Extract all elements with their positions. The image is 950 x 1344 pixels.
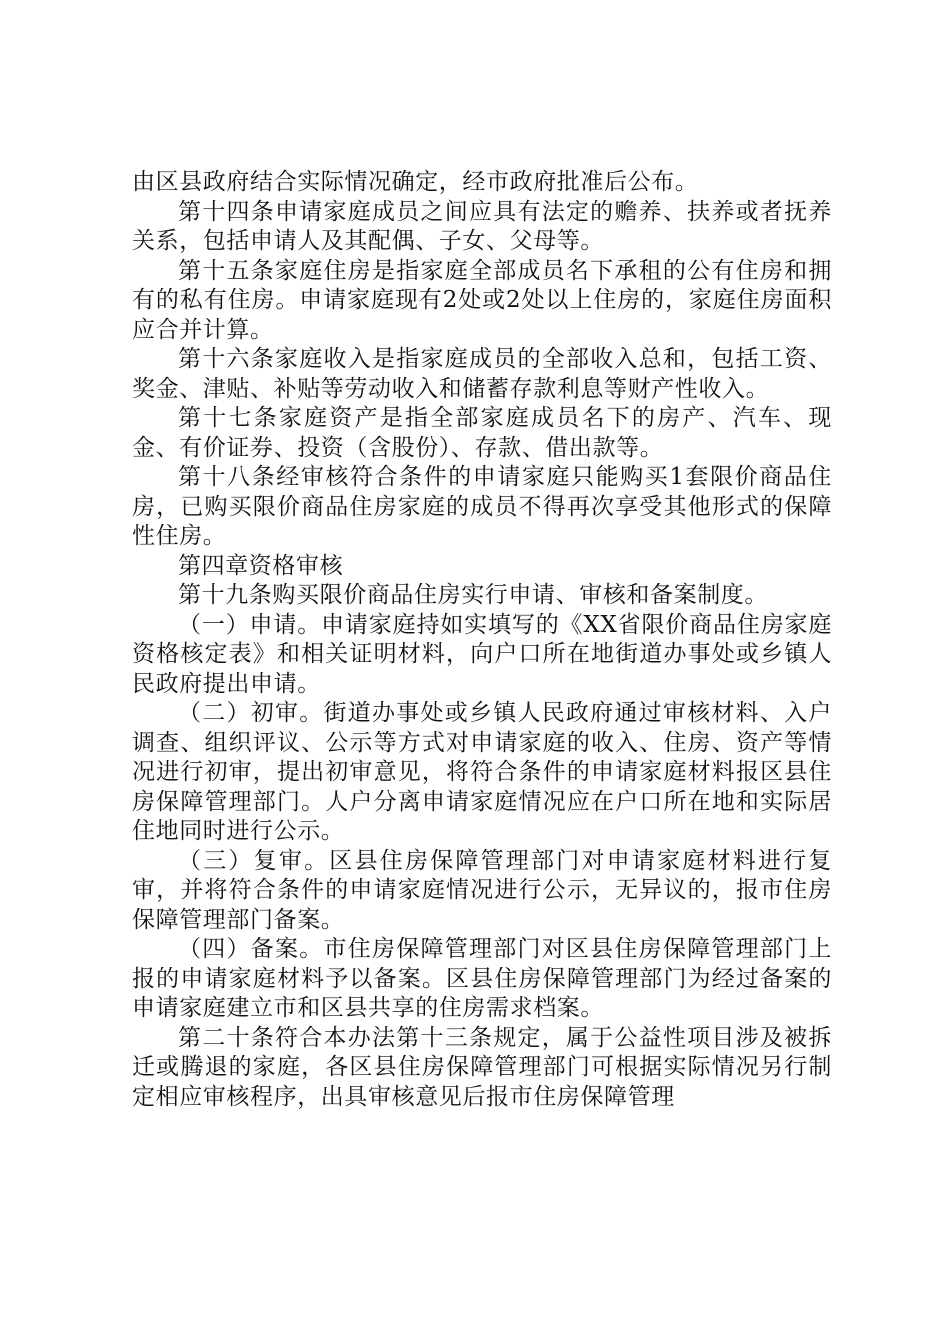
paragraph-item-application: （一）申请。申请家庭持如实填写的《XX省限价商品住房家庭资格核定表》和相关证明材料，向户口所在地街道办事处或乡镇人民政府提出申请。: [132, 611, 832, 697]
paragraph-article-15: 第十五条家庭住房是指家庭全部成员名下承租的公有住房和拥有的私有住房。申请家庭现有2处或2处以上住房的，家庭住房面积应合并计算。: [132, 257, 832, 343]
paragraph-article-16: 第十六条家庭收入是指家庭成员的全部收入总和，包括工资、奖金、津贴、补贴等劳动收入和储蓄存款利息等财产性收入。: [132, 346, 832, 402]
chapter-heading: 第四章资格审核: [178, 552, 344, 579]
paragraph-item-filing: （四）备案。市住房保障管理部门对区县住房保障管理部门上报的申请家庭材料予以备案。区县住房保障管理部门为经过备案的申请家庭建立市和区县共享的住房需求档案。: [132, 936, 832, 1021]
paragraph-article-19: 第十九条购买限价商品住房实行申请、审核和备案制度。: [178, 582, 768, 608]
document-page: [132, 168, 832, 1112]
paragraph-article-17: 第十七条家庭资产是指全部家庭成员名下的房产、汽车、现金、有价证券、投资（含股份）、存款、借出款等。: [132, 405, 832, 461]
paragraph-item-re-review: （三）复审。区县住房保障管理部门对申请家庭材料进行复审，并将符合条件的申请家庭情况进行公示，无异议的，报市住房保障管理部门备案。: [132, 847, 832, 933]
paragraph-item-preliminary-review: （二）初审。街道办事处或乡镇人民政府通过审核材料、入户调查、组织评议、公示等方式对申请家庭的收入、住房、资产等情况进行初审，提出初审意见，将符合条件的申请家庭材料报区县住房保障管理部门。人户分离申请家庭情况应在户口所在地和实际居住地同时进行公示。: [132, 700, 832, 844]
paragraph-continuation: 由区县政府结合实际情况确定，经市政府批准后公布。: [132, 169, 699, 195]
paragraph-article-18: 第十八条经审核符合条件的申请家庭只能购买1套限价商品住房，已购买限价商品住房家庭的成员不得再次享受其他形式的保障性住房。: [132, 464, 832, 549]
paragraph-article-14: 第十四条申请家庭成员之间应具有法定的赡养、扶养或者抚养关系，包括申请人及其配偶、子女、父母等。: [132, 198, 832, 254]
paragraph-article-20: 第二十条符合本办法第十三条规定，属于公益性项目涉及被拆迁或腾退的家庭，各区县住房保障管理部门可根据实际情况另行制定相应审核程序，出具审核意见后报市住房保障管理: [132, 1024, 832, 1110]
